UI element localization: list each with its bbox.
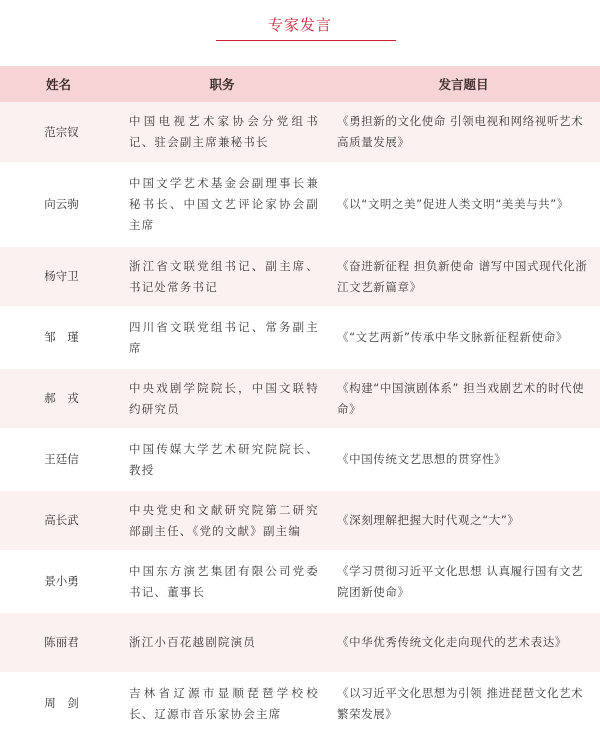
speech-topic: 《深刻理解把握大时代观之“大”》 — [327, 490, 600, 551]
speaker-name: 向云驹 — [0, 163, 117, 246]
header-name: 姓名 — [0, 66, 117, 102]
page-header — [0, 0, 600, 60]
speech-topic: 《中国传统文艺思想的贯穿性》 — [327, 429, 600, 490]
speaker-name: 高长武 — [0, 490, 117, 551]
speaker-position: 浙江小百花越剧院演员 — [117, 612, 327, 673]
speech-topic: 《以“文明之美”促进人类文明“美美与共”》 — [327, 163, 600, 246]
speaker-position: 中国东方演艺集团有限公司党委书记、董事长 — [117, 551, 327, 612]
speech-topic: 《学习贯彻习近平文化思想 认真履行国有文艺院团新使命》 — [327, 551, 600, 612]
speaker-position: 中央戏剧学院院长，中国文联特约研究员 — [117, 368, 327, 429]
speaker-position: 中央党史和文献研究院第二研究部副主任、《党的文献》副主编 — [117, 490, 327, 551]
table-row — [0, 246, 600, 307]
speaker-name: 陈丽君 — [0, 612, 117, 673]
table-row — [0, 368, 600, 429]
speaker-position: 吉林省辽源市显顺琵琶学校校长、辽源市音乐家协会主席 — [117, 673, 327, 734]
title-underline — [216, 40, 396, 41]
table-row — [0, 490, 600, 551]
speech-topic: 《中华优秀传统文化走向现代的艺术表达》 — [327, 612, 600, 673]
speaker-position: 中国电视艺术家协会分党组书记、驻会副主席兼秘书长 — [117, 102, 327, 163]
page-title: 专家发言 — [267, 16, 332, 34]
table-row — [0, 673, 600, 734]
speech-topic: 《奋进新征程 担负新使命 谱写中国式现代化浙江文艺新篇章》 — [327, 246, 600, 307]
speech-topic: 《勇担新的文化使命 引领电视和网络视听艺术高质量发展》 — [327, 102, 600, 163]
speaker-name: 杨守卫 — [0, 246, 117, 307]
header-topic: 发言题目 — [327, 66, 600, 102]
speech-topic: 《以习近平文化思想为引领 推进琵琶文化艺术繁荣发展》 — [327, 673, 600, 734]
speaker-name: 周 剑 — [0, 673, 117, 734]
speaker-name: 邹 瑾 — [0, 307, 117, 368]
speaker-name: 范宗钗 — [0, 102, 117, 163]
header-position: 职务 — [117, 66, 327, 102]
table-row — [0, 307, 600, 368]
table-row — [0, 429, 600, 490]
speaker-table — [0, 66, 600, 735]
speaker-position: 中国文学艺术基金会副理事长兼秘书长、中国文艺评论家协会副主席 — [117, 163, 327, 246]
table-row — [0, 612, 600, 673]
speaker-position: 浙江省文联党组书记、副主席、书记处常务书记 — [117, 246, 327, 307]
speech-topic: 《“文艺两新”传承中华文脉新征程新使命》 — [327, 307, 600, 368]
speaker-position: 四川省文联党组书记、常务副主席 — [117, 307, 327, 368]
speaker-name: 王廷信 — [0, 429, 117, 490]
table-header-row — [0, 66, 600, 102]
table-row — [0, 102, 600, 163]
speech-topic: 《构建“中国演剧体系” 担当戏剧艺术的时代使命》 — [327, 368, 600, 429]
speaker-name: 景小勇 — [0, 551, 117, 612]
speaker-name: 郝 戎 — [0, 368, 117, 429]
table-row — [0, 163, 600, 246]
speaker-position: 中国传媒大学艺术研究院院长、教授 — [117, 429, 327, 490]
table-row — [0, 551, 600, 612]
